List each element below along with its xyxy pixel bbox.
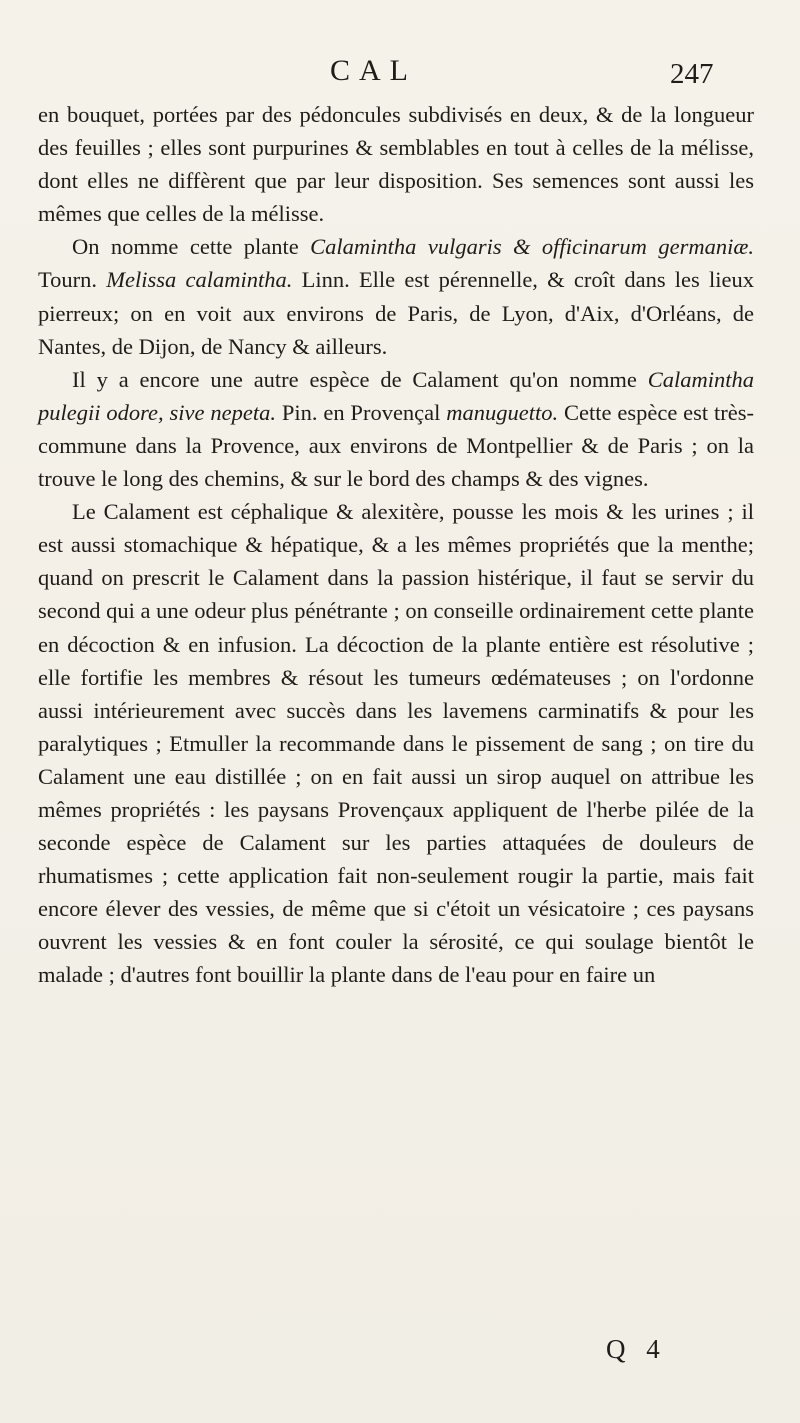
paragraph-3-text-middle: Pin. en Provençal	[281, 399, 447, 425]
paragraph-2-text-after: Linn. Elle est pérennelle, & croît dans les lieux pierreux; on en voit aux environs de Paris, de Lyon, d'Aix, d'Orléans, de Nantes, de Dijon, de Nancy & ailleurs.	[38, 267, 755, 359]
paragraph-2-text-before: On nomme cette plante	[72, 234, 311, 260]
body-text	[38, 98, 754, 992]
latin-name-melissa-calamintha: Melissa calamintha.	[106, 267, 293, 293]
running-head: CAL	[330, 54, 417, 87]
paragraph-3	[38, 363, 754, 495]
paragraph-3-text-before: Il y a encore une autre espèce de Calament qu'on nomme	[72, 366, 648, 392]
paragraph-2-text-middle: Tourn.	[38, 267, 107, 293]
latin-name-calamintha-vulgaris: Calamintha vulgaris & officinarum germaniæ.	[310, 234, 754, 260]
provencal-name-manuguetto: manuguetto.	[446, 399, 559, 425]
paragraph-1: en bouquet, portées par des pédoncules subdivisés en deux, & de la longueur des feuilles ; elles sont purpurines & semblables en tout à celles de la mélisse, dont elles ne diffèrent que par leur disposition. Ses semences sont aussi les mêmes que celles de la mélisse.	[38, 102, 754, 227]
paragraph-3-text-after: Cette espèce est très-commune dans la Provence, aux environs de Montpellier & de Paris ; on la trouve le long des chemins, & sur le bord des champs & des vignes.	[38, 399, 755, 492]
page-number: 247	[670, 58, 714, 90]
paragraph-2	[38, 230, 754, 362]
latin-name-calamintha-pulegii: Calamintha pulegii odore, sive nepeta.	[38, 366, 754, 425]
paragraph-4: Le Calament est céphalique & alexitère, pousse les mois & les urines ; il est aussi stomachique & hépatique, & a les mêmes propriétés que la menthe; quand on prescrit le Calament dans la passion histérique, il faut se servir du second qui a une odeur plus pénétrante ; on conseille ordinairement cette plante en décoction & en infusion. La décoction de la plante entière est résolutive ; elle fortifie les membres & résout les tumeurs œdémateuses ; on l'ordonne aussi intérieurement avec succès dans les lavemens carminatifs & pour les paralytiques ; Etmuller la recommande dans le pissement de sang ; on tire du Calament une eau distillée ; on en fait aussi un sirop auquel on attribue les mêmes propriétés : les paysans Provençaux appliquent de l'herbe pilée de la seconde espèce de Calament sur les parties attaquées de douleurs de rhumatismes ; cette application fait non-seulement rougir la partie, mais fait encore élever des vessies, de même que si c'étoit un vésicatoire ; ces paysans ouvrent les vessies & en font couler la sérosité, ce qui soulage bientôt le malade ; d'autres font bouillir la plante dans de l'eau pour en faire un	[38, 499, 754, 988]
signature-mark: Q 4	[606, 1334, 667, 1364]
